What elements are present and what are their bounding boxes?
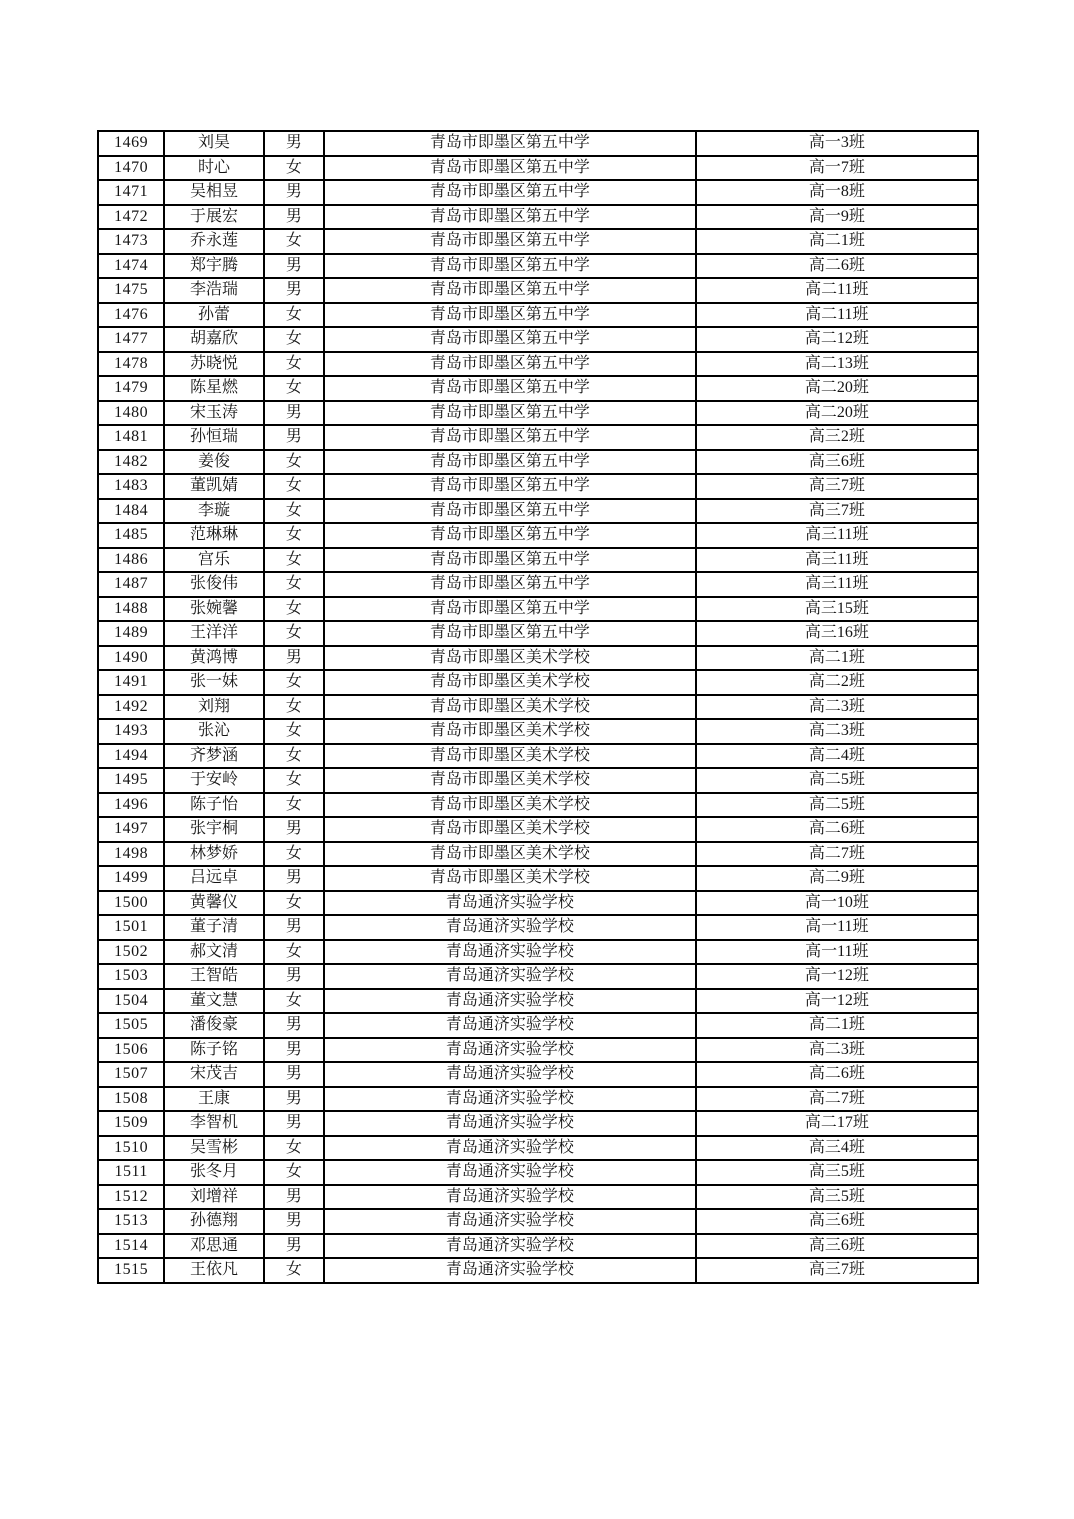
gender-cell: 女 [264,303,324,328]
table-row [98,989,978,1014]
class-cell: 高一11班 [696,915,978,940]
class-cell: 高二7班 [696,842,978,867]
gender-cell: 女 [264,1136,324,1161]
gender-cell: 男 [264,254,324,279]
student-id-cell: 1481 [98,425,164,450]
table-row [98,646,978,671]
school-cell: 青岛市即墨区第五中学 [324,376,696,401]
student-name-cell: 邓思通 [164,1234,263,1259]
student-id-cell: 1504 [98,989,164,1014]
school-cell: 青岛通济实验学校 [324,1111,696,1136]
class-cell: 高二1班 [696,1013,978,1038]
student-id-cell: 1477 [98,327,164,352]
student-id-cell: 1469 [98,131,164,156]
gender-cell: 女 [264,474,324,499]
class-cell: 高一8班 [696,180,978,205]
class-cell: 高三4班 [696,1136,978,1161]
student-name-cell: 郑宇腾 [164,254,263,279]
table-row [98,915,978,940]
table-row [98,254,978,279]
table-row [98,1209,978,1234]
student-id-cell: 1476 [98,303,164,328]
student-name-cell: 李浩瑞 [164,278,263,303]
gender-cell: 男 [264,425,324,450]
class-cell: 高一3班 [696,131,978,156]
student-name-cell: 宋玉涛 [164,401,263,426]
student-name-cell: 刘翔 [164,695,263,720]
gender-cell: 男 [264,1185,324,1210]
gender-cell: 女 [264,891,324,916]
school-cell: 青岛通济实验学校 [324,989,696,1014]
student-name-cell: 乔永莲 [164,229,263,254]
table-row [98,1185,978,1210]
class-cell: 高三6班 [696,1209,978,1234]
table-row [98,425,978,450]
student-name-cell: 张婉馨 [164,597,263,622]
school-cell: 青岛市即墨区第五中学 [324,229,696,254]
table-row [98,621,978,646]
table-row [98,572,978,597]
gender-cell: 女 [264,793,324,818]
school-cell: 青岛市即墨区美术学校 [324,817,696,842]
school-cell: 青岛市即墨区美术学校 [324,768,696,793]
class-cell: 高三7班 [696,474,978,499]
table-row [98,1160,978,1185]
student-name-cell: 孙德翔 [164,1209,263,1234]
student-id-cell: 1496 [98,793,164,818]
gender-cell: 女 [264,572,324,597]
table-body [98,131,978,1283]
school-cell: 青岛市即墨区第五中学 [324,523,696,548]
class-cell: 高二17班 [696,1111,978,1136]
table-row [98,670,978,695]
student-id-cell: 1502 [98,940,164,965]
student-id-cell: 1510 [98,1136,164,1161]
table-row [98,156,978,181]
table-row [98,1136,978,1161]
school-cell: 青岛市即墨区第五中学 [324,254,696,279]
student-id-cell: 1487 [98,572,164,597]
school-cell: 青岛通济实验学校 [324,1087,696,1112]
student-name-cell: 刘昊 [164,131,263,156]
table-row [98,1087,978,1112]
student-id-cell: 1484 [98,499,164,524]
class-cell: 高三7班 [696,1258,978,1283]
student-id-cell: 1472 [98,205,164,230]
student-name-cell: 张沁 [164,719,263,744]
school-cell: 青岛市即墨区美术学校 [324,793,696,818]
gender-cell: 女 [264,327,324,352]
school-cell: 青岛市即墨区第五中学 [324,131,696,156]
school-cell: 青岛市即墨区美术学校 [324,866,696,891]
class-cell: 高二1班 [696,646,978,671]
school-cell: 青岛市即墨区第五中学 [324,303,696,328]
school-cell: 青岛市即墨区第五中学 [324,401,696,426]
gender-cell: 女 [264,523,324,548]
student-name-cell: 苏晓悦 [164,352,263,377]
table-row [98,744,978,769]
student-name-cell: 吴雪彬 [164,1136,263,1161]
class-cell: 高二12班 [696,327,978,352]
gender-cell: 女 [264,744,324,769]
table-row [98,719,978,744]
gender-cell: 男 [264,915,324,940]
student-id-cell: 1507 [98,1062,164,1087]
table-row [98,891,978,916]
table-row [98,940,978,965]
gender-cell: 女 [264,940,324,965]
school-cell: 青岛市即墨区第五中学 [324,597,696,622]
table-row [98,793,978,818]
student-name-cell: 陈子怡 [164,793,263,818]
school-cell: 青岛市即墨区第五中学 [324,425,696,450]
class-cell: 高三5班 [696,1160,978,1185]
school-cell: 青岛市即墨区第五中学 [324,352,696,377]
student-name-cell: 姜俊 [164,450,263,475]
student-id-cell: 1474 [98,254,164,279]
student-name-cell: 陈星燃 [164,376,263,401]
class-cell: 高一12班 [696,964,978,989]
student-name-cell: 董子清 [164,915,263,940]
table-row [98,768,978,793]
student-name-cell: 刘增祥 [164,1185,263,1210]
student-name-cell: 董凯婧 [164,474,263,499]
school-cell: 青岛市即墨区美术学校 [324,744,696,769]
gender-cell: 女 [264,376,324,401]
student-name-cell: 郝文清 [164,940,263,965]
class-cell: 高二3班 [696,695,978,720]
class-cell: 高三16班 [696,621,978,646]
student-id-cell: 1506 [98,1038,164,1063]
school-cell: 青岛市即墨区第五中学 [324,621,696,646]
student-name-cell: 宫乐 [164,548,263,573]
school-cell: 青岛通济实验学校 [324,1160,696,1185]
school-cell: 青岛市即墨区第五中学 [324,572,696,597]
school-cell: 青岛市即墨区美术学校 [324,719,696,744]
table-row [98,450,978,475]
student-id-cell: 1501 [98,915,164,940]
student-id-cell: 1480 [98,401,164,426]
gender-cell: 女 [264,695,324,720]
class-cell: 高二3班 [696,1038,978,1063]
student-name-cell: 董文慧 [164,989,263,1014]
gender-cell: 女 [264,450,324,475]
class-cell: 高二6班 [696,1062,978,1087]
school-cell: 青岛市即墨区第五中学 [324,499,696,524]
table-row [98,1038,978,1063]
table-row [98,1111,978,1136]
student-name-cell: 张俊伟 [164,572,263,597]
student-name-cell: 于安岭 [164,768,263,793]
gender-cell: 女 [264,499,324,524]
class-cell: 高二4班 [696,744,978,769]
gender-cell: 男 [264,646,324,671]
student-name-cell: 范琳琳 [164,523,263,548]
student-name-cell: 宋茂吉 [164,1062,263,1087]
student-id-cell: 1514 [98,1234,164,1259]
student-id-cell: 1491 [98,670,164,695]
student-id-cell: 1486 [98,548,164,573]
gender-cell: 女 [264,548,324,573]
student-id-cell: 1495 [98,768,164,793]
class-cell: 高三6班 [696,1234,978,1259]
student-id-cell: 1509 [98,1111,164,1136]
gender-cell: 男 [264,401,324,426]
gender-cell: 男 [264,866,324,891]
gender-cell: 女 [264,719,324,744]
school-cell: 青岛通济实验学校 [324,1013,696,1038]
student-id-cell: 1511 [98,1160,164,1185]
gender-cell: 男 [264,1013,324,1038]
student-id-cell: 1490 [98,646,164,671]
table-row [98,303,978,328]
student-name-cell: 于展宏 [164,205,263,230]
table-row [98,205,978,230]
student-name-cell: 时心 [164,156,263,181]
class-cell: 高三11班 [696,572,978,597]
school-cell: 青岛市即墨区第五中学 [324,327,696,352]
student-id-cell: 1515 [98,1258,164,1283]
table-row [98,523,978,548]
student-name-cell: 王智皓 [164,964,263,989]
student-id-cell: 1471 [98,180,164,205]
table-row [98,327,978,352]
student-id-cell: 1470 [98,156,164,181]
table-row [98,842,978,867]
student-name-cell: 张宇桐 [164,817,263,842]
school-cell: 青岛通济实验学校 [324,964,696,989]
class-cell: 高一9班 [696,205,978,230]
school-cell: 青岛通济实验学校 [324,1209,696,1234]
table-row [98,131,978,156]
student-name-cell: 李璇 [164,499,263,524]
table-row [98,401,978,426]
school-cell: 青岛市即墨区第五中学 [324,156,696,181]
student-id-cell: 1489 [98,621,164,646]
table-row [98,1258,978,1283]
class-cell: 高二20班 [696,376,978,401]
student-id-cell: 1500 [98,891,164,916]
class-cell: 高二13班 [696,352,978,377]
table-row [98,376,978,401]
student-name-cell: 胡嘉欣 [164,327,263,352]
student-id-cell: 1478 [98,352,164,377]
gender-cell: 男 [264,1087,324,1112]
student-name-cell: 陈子铭 [164,1038,263,1063]
class-cell: 高三2班 [696,425,978,450]
gender-cell: 男 [264,1062,324,1087]
student-id-cell: 1492 [98,695,164,720]
student-name-cell: 王洋洋 [164,621,263,646]
gender-cell: 男 [264,131,324,156]
gender-cell: 男 [264,964,324,989]
school-cell: 青岛市即墨区美术学校 [324,695,696,720]
gender-cell: 女 [264,352,324,377]
class-cell: 高一7班 [696,156,978,181]
student-id-cell: 1494 [98,744,164,769]
school-cell: 青岛通济实验学校 [324,1038,696,1063]
table-row [98,229,978,254]
class-cell: 高三11班 [696,523,978,548]
gender-cell: 男 [264,1209,324,1234]
table-row [98,180,978,205]
student-id-cell: 1498 [98,842,164,867]
class-cell: 高二20班 [696,401,978,426]
table-row [98,817,978,842]
gender-cell: 女 [264,768,324,793]
student-id-cell: 1479 [98,376,164,401]
class-cell: 高二6班 [696,817,978,842]
table-row [98,474,978,499]
table-row [98,1062,978,1087]
student-name-cell: 张一妹 [164,670,263,695]
class-cell: 高一12班 [696,989,978,1014]
student-name-cell: 王依凡 [164,1258,263,1283]
table-row [98,1234,978,1259]
school-cell: 青岛市即墨区第五中学 [324,180,696,205]
student-name-cell: 王康 [164,1087,263,1112]
school-cell: 青岛市即墨区第五中学 [324,474,696,499]
gender-cell: 女 [264,989,324,1014]
school-cell: 青岛通济实验学校 [324,891,696,916]
table-row [98,499,978,524]
table-row [98,964,978,989]
student-id-cell: 1493 [98,719,164,744]
class-cell: 高一11班 [696,940,978,965]
class-cell: 高二1班 [696,229,978,254]
gender-cell: 男 [264,180,324,205]
student-id-cell: 1482 [98,450,164,475]
school-cell: 青岛通济实验学校 [324,1062,696,1087]
gender-cell: 女 [264,670,324,695]
table-row [98,695,978,720]
school-cell: 青岛市即墨区美术学校 [324,670,696,695]
school-cell: 青岛市即墨区第五中学 [324,278,696,303]
gender-cell: 男 [264,1234,324,1259]
school-cell: 青岛市即墨区第五中学 [324,548,696,573]
gender-cell: 女 [264,229,324,254]
student-name-cell: 林梦娇 [164,842,263,867]
class-cell: 高三6班 [696,450,978,475]
student-name-cell: 张冬月 [164,1160,263,1185]
gender-cell: 男 [264,1038,324,1063]
class-cell: 高一10班 [696,891,978,916]
student-id-cell: 1508 [98,1087,164,1112]
student-id-cell: 1505 [98,1013,164,1038]
table-row [98,597,978,622]
student-name-cell: 孙恒瑞 [164,425,263,450]
table-row [98,548,978,573]
school-cell: 青岛通济实验学校 [324,1258,696,1283]
student-id-cell: 1512 [98,1185,164,1210]
gender-cell: 男 [264,278,324,303]
gender-cell: 男 [264,1111,324,1136]
gender-cell: 女 [264,597,324,622]
student-name-cell: 黄馨仪 [164,891,263,916]
table-row [98,352,978,377]
school-cell: 青岛市即墨区美术学校 [324,646,696,671]
class-cell: 高二5班 [696,768,978,793]
table-row [98,1013,978,1038]
school-cell: 青岛通济实验学校 [324,915,696,940]
student-name-cell: 孙蕾 [164,303,263,328]
class-cell: 高三11班 [696,548,978,573]
student-name-cell: 齐梦涵 [164,744,263,769]
gender-cell: 女 [264,156,324,181]
student-roster-table [97,130,979,1284]
gender-cell: 女 [264,842,324,867]
student-id-cell: 1503 [98,964,164,989]
school-cell: 青岛市即墨区第五中学 [324,205,696,230]
student-id-cell: 1485 [98,523,164,548]
class-cell: 高三15班 [696,597,978,622]
class-cell: 高三7班 [696,499,978,524]
gender-cell: 女 [264,1160,324,1185]
student-name-cell: 吕远卓 [164,866,263,891]
student-name-cell: 吴相昱 [164,180,263,205]
gender-cell: 女 [264,1258,324,1283]
class-cell: 高二3班 [696,719,978,744]
school-cell: 青岛通济实验学校 [324,1234,696,1259]
school-cell: 青岛通济实验学校 [324,1185,696,1210]
school-cell: 青岛通济实验学校 [324,1136,696,1161]
class-cell: 高二2班 [696,670,978,695]
student-id-cell: 1499 [98,866,164,891]
student-id-cell: 1488 [98,597,164,622]
class-cell: 高二7班 [696,1087,978,1112]
student-name-cell: 李智机 [164,1111,263,1136]
class-cell: 高二6班 [696,254,978,279]
student-name-cell: 黄鸿博 [164,646,263,671]
school-cell: 青岛市即墨区美术学校 [324,842,696,867]
class-cell: 高二5班 [696,793,978,818]
student-id-cell: 1513 [98,1209,164,1234]
student-name-cell: 潘俊豪 [164,1013,263,1038]
gender-cell: 男 [264,817,324,842]
table-row [98,866,978,891]
class-cell: 高二9班 [696,866,978,891]
class-cell: 高二11班 [696,278,978,303]
table-row [98,278,978,303]
school-cell: 青岛通济实验学校 [324,940,696,965]
school-cell: 青岛市即墨区第五中学 [324,450,696,475]
student-id-cell: 1473 [98,229,164,254]
student-id-cell: 1475 [98,278,164,303]
student-id-cell: 1497 [98,817,164,842]
class-cell: 高三5班 [696,1185,978,1210]
student-id-cell: 1483 [98,474,164,499]
class-cell: 高二11班 [696,303,978,328]
gender-cell: 男 [264,205,324,230]
gender-cell: 女 [264,621,324,646]
